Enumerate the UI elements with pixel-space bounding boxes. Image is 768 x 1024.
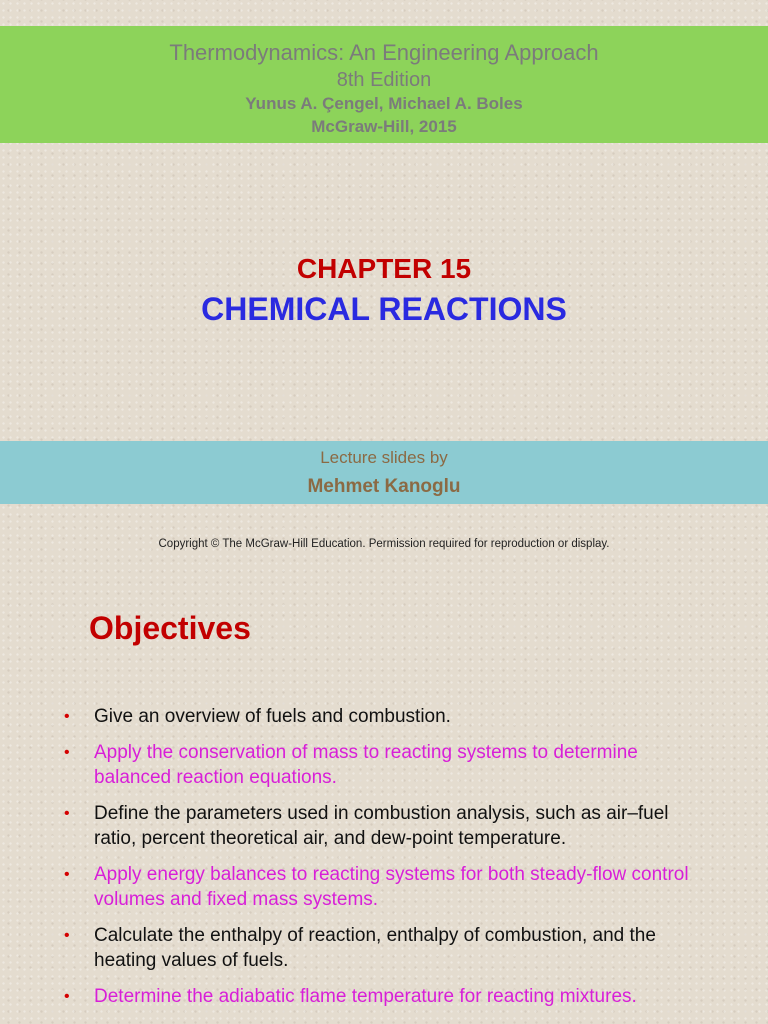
book-title: Thermodynamics: An Engineering Approach <box>169 40 599 65</box>
book-authors: Yunus A. Çengel, Michael A. Boles <box>245 94 523 113</box>
objective-item <box>62 984 702 1010</box>
objective-item <box>62 740 702 791</box>
objective-item <box>62 704 702 730</box>
bullet-icon: • <box>64 804 70 822</box>
chapter-number: CHAPTER 15 <box>296 253 472 284</box>
objective-text: Apply energy balances to reacting systems for both steady-flow control volumes and fixed mass systems. <box>94 863 689 910</box>
objective-text: Give an overview of fuels and combustion. <box>94 706 451 727</box>
lecture-banner <box>0 441 768 504</box>
chapter-title: CHEMICAL REACTIONS <box>201 291 567 327</box>
objectives-list <box>62 704 702 1019</box>
bullet-icon: • <box>64 708 70 725</box>
book-publisher: McGraw-Hill, 2015 <box>311 117 457 136</box>
objective-text: Calculate the enthalpy of reaction, enthalpy of combustion, and the heating values of fuels. <box>94 924 656 971</box>
bullet-icon: • <box>64 865 70 883</box>
objective-text: Apply the conservation of mass to reacting systems to determine balanced reaction equations. <box>94 741 638 788</box>
lecture-label: Lecture slides by <box>320 448 448 467</box>
bullet-icon: • <box>64 743 70 761</box>
bullet-icon: • <box>64 987 70 1005</box>
copyright-notice: Copyright © The McGraw-Hill Education. Permission required for reproduction or display. <box>158 538 610 550</box>
objective-item <box>62 801 702 852</box>
objectives-heading: Objectives <box>89 610 251 646</box>
objective-text: Determine the adiabatic flame temperature for reacting mixtures. <box>94 985 637 1007</box>
objective-text: Define the parameters used in combustion analysis, such as air–fuel ratio, percent theoretical air, and dew-point temperature. <box>94 802 669 849</box>
bullet-icon: • <box>64 926 70 944</box>
objective-item <box>62 862 702 913</box>
book-header-banner <box>0 26 768 143</box>
lecturer-name: Mehmet Kanoglu <box>307 476 461 497</box>
objective-item <box>62 923 702 974</box>
book-edition: 8th Edition <box>336 69 432 91</box>
